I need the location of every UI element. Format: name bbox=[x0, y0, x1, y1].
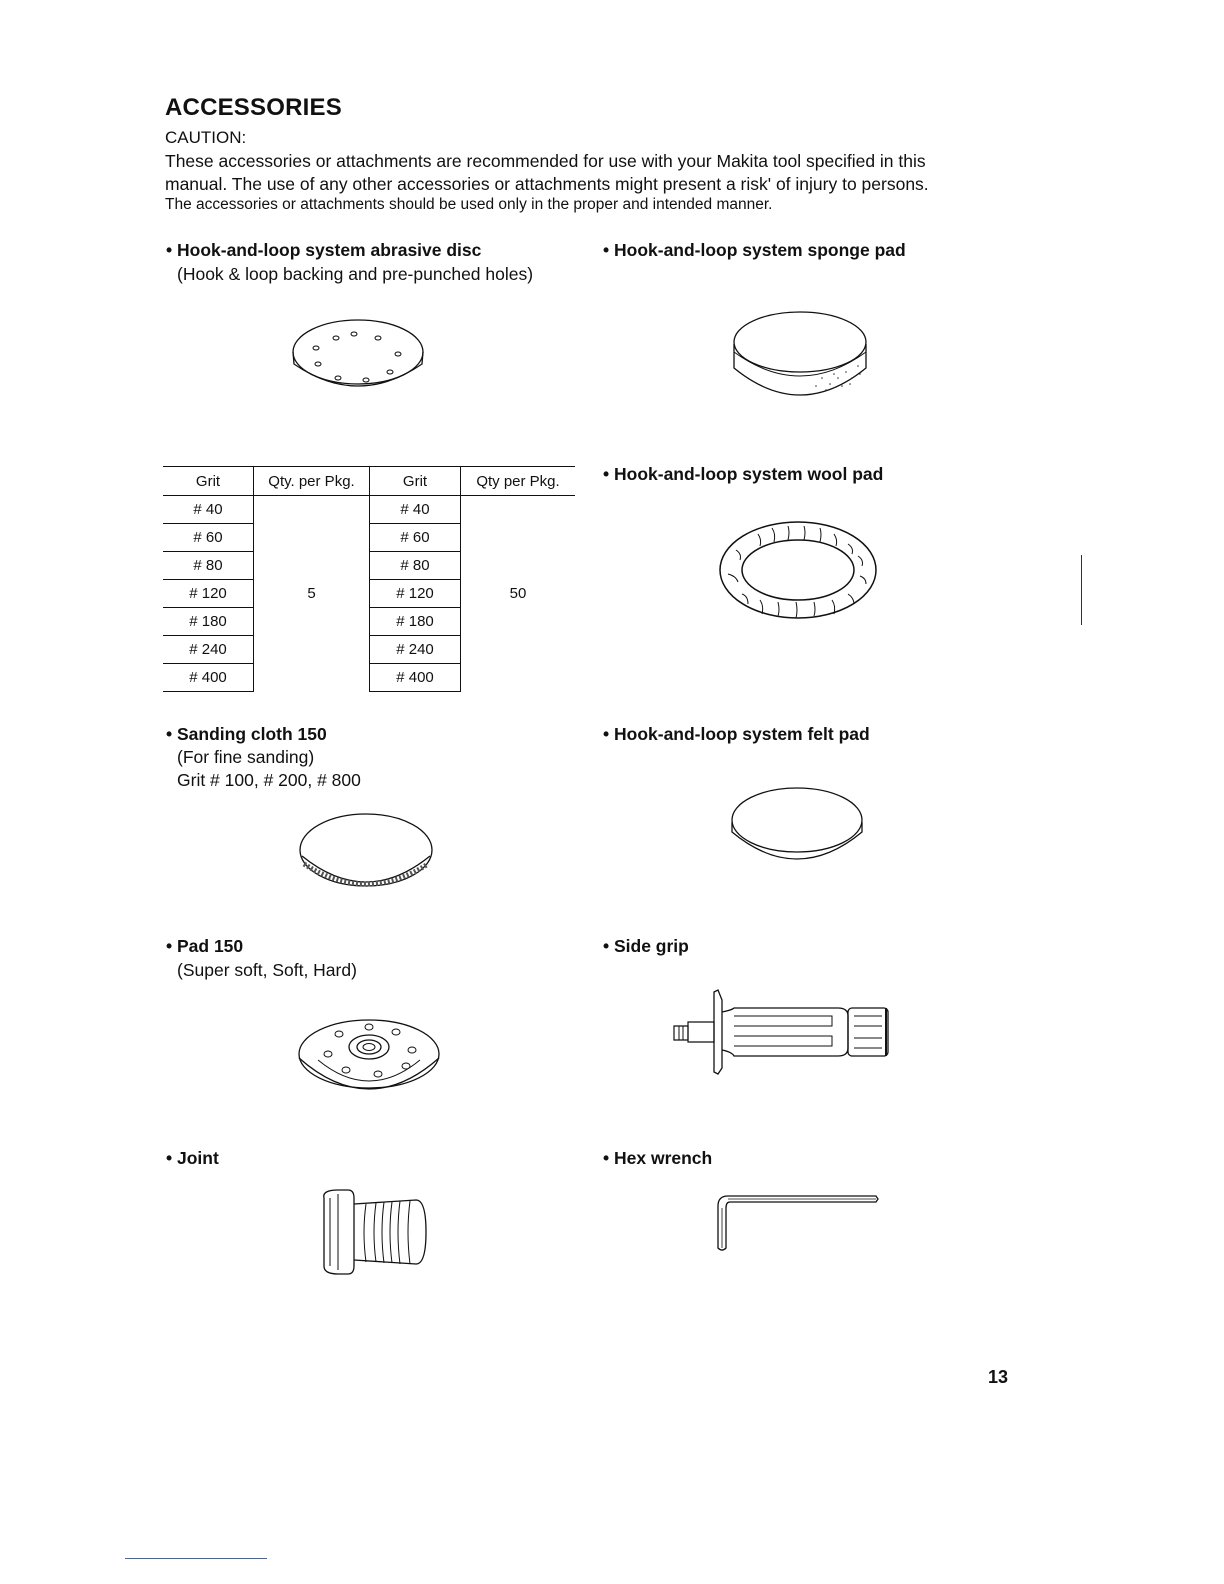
abrasive-disc-subtitle: (Hook & loop backing and pre-punched holes) bbox=[177, 264, 534, 284]
grit-cell: # 120 bbox=[163, 580, 254, 608]
grit-cell: # 240 bbox=[370, 636, 461, 664]
felt-pad-icon bbox=[728, 786, 866, 866]
grit-cell: # 60 bbox=[163, 524, 254, 552]
margin-line bbox=[1081, 555, 1082, 625]
sponge-pad-title: • Hook-and-loop system sponge pad bbox=[603, 240, 906, 260]
caution-line-2: manual. The use of any other accessories or attachments might present a risk' of injury to persons. bbox=[165, 174, 929, 194]
pad-150-icon bbox=[294, 1014, 444, 1110]
grit-table bbox=[163, 466, 575, 692]
abrasive-disc-title: • Hook-and-loop system abrasive disc bbox=[166, 240, 482, 260]
qty-cell-left: 5 bbox=[254, 496, 370, 692]
grit-cell: # 120 bbox=[370, 580, 461, 608]
side-grip-title: • Side grip bbox=[603, 936, 689, 956]
sponge-pad-icon bbox=[730, 308, 870, 404]
joint-icon bbox=[318, 1186, 430, 1278]
qty-header-2: Qty per Pkg. bbox=[461, 467, 576, 496]
wool-pad-title: • Hook-and-loop system wool pad bbox=[603, 464, 884, 484]
side-grip-icon bbox=[672, 986, 896, 1076]
sanding-cloth-title: • Sanding cloth 150 bbox=[166, 724, 327, 744]
hex-wrench-title: • Hex wrench bbox=[603, 1148, 713, 1168]
grit-cell: # 40 bbox=[163, 496, 254, 524]
felt-pad-title: • Hook-and-loop system felt pad bbox=[603, 724, 870, 744]
caution-label: CAUTION: bbox=[165, 128, 247, 147]
page-title: ACCESSORIES bbox=[165, 94, 342, 121]
caution-line-3: The accessories or attachments should be used only in the proper and intended manner. bbox=[165, 196, 773, 213]
grit-cell: # 180 bbox=[163, 608, 254, 636]
hex-wrench-icon bbox=[712, 1190, 882, 1260]
joint-title: • Joint bbox=[166, 1148, 219, 1168]
footer-rule bbox=[125, 1558, 267, 1559]
grit-cell: # 80 bbox=[163, 552, 254, 580]
grit-cell: # 80 bbox=[370, 552, 461, 580]
grit-header-2: Grit bbox=[370, 467, 461, 496]
abrasive-disc-icon bbox=[288, 316, 428, 406]
sanding-cloth-subtitle-1: (For fine sanding) bbox=[177, 747, 315, 767]
grit-cell: # 400 bbox=[163, 664, 254, 692]
pad-150-title: • Pad 150 bbox=[166, 936, 244, 956]
grit-cell: # 400 bbox=[370, 664, 461, 692]
qty-cell-right: 50 bbox=[509, 585, 527, 603]
wool-pad-icon bbox=[718, 520, 880, 624]
grit-cell: # 40 bbox=[370, 496, 461, 524]
pad-150-subtitle: (Super soft, Soft, Hard) bbox=[177, 960, 357, 980]
qty-header-1: Qty. per Pkg. bbox=[254, 467, 370, 496]
sanding-cloth-icon bbox=[296, 812, 436, 898]
grit-cell: # 60 bbox=[370, 524, 461, 552]
page-number: 13 bbox=[988, 1367, 1009, 1387]
grit-header-1: Grit bbox=[163, 467, 254, 496]
sanding-cloth-subtitle-2: Grit # 100, # 200, # 800 bbox=[177, 770, 361, 790]
grit-cell: # 240 bbox=[163, 636, 254, 664]
grit-cell: # 180 bbox=[370, 608, 461, 636]
caution-line-1: These accessories or attachments are recommended for use with your Makita tool specified in this bbox=[165, 151, 926, 171]
